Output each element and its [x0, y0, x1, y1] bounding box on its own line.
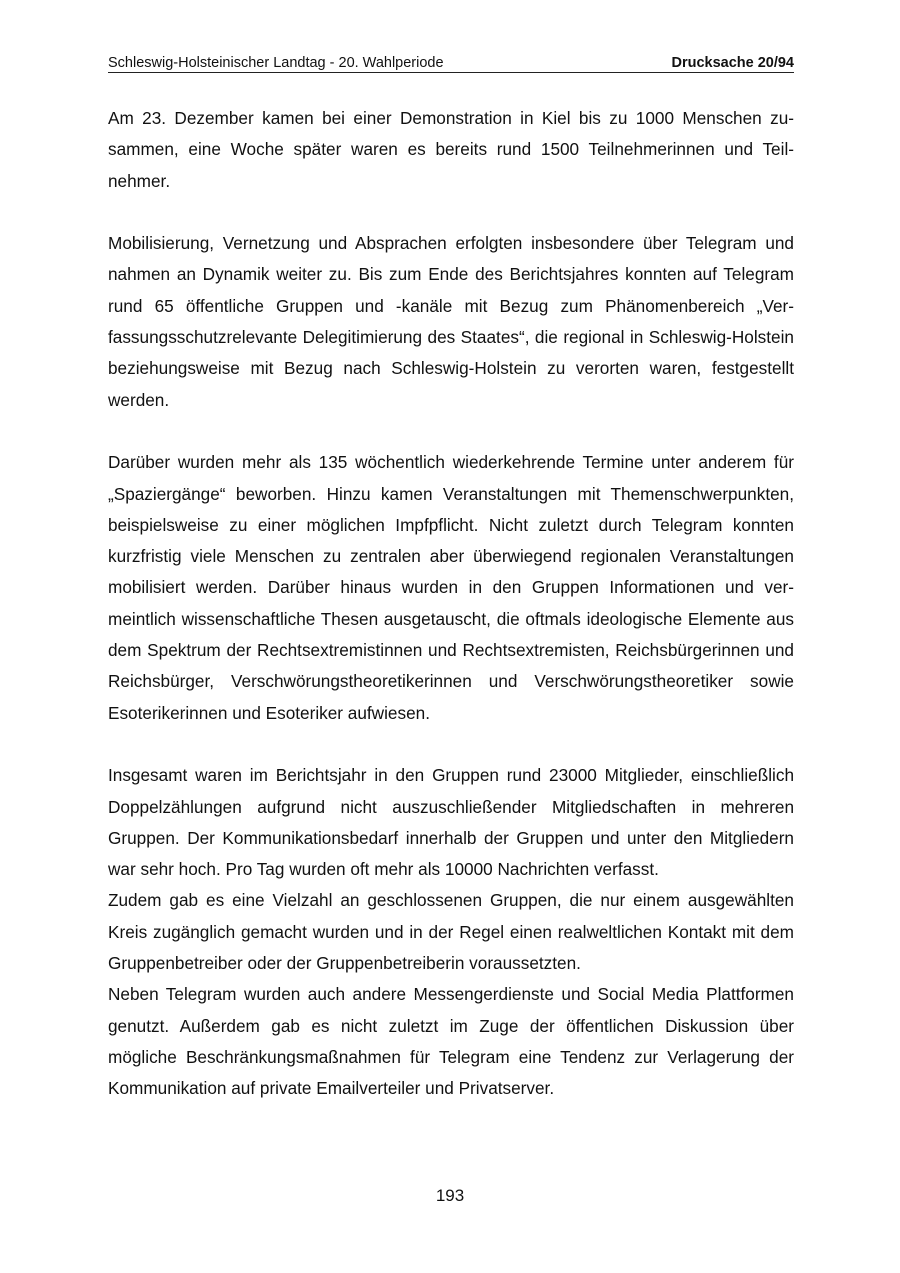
- paragraph-geschlossene-gruppen: Zudem gab es eine Vielzahl an geschlossenen Gruppen, die nur einem ausgewählten Kreis zugänglich gemacht wurden und in der Regel einen realweltlichen Kontakt mit dem Gruppenbetreiber oder der Gruppenbetreiberin voraussetzten.: [108, 890, 794, 974]
- page-header: [108, 54, 794, 73]
- paragraph-spacer: [108, 197, 794, 228]
- paragraph-termine: Darüber wurden mehr als 135 wöchentlich wiederkehrende Termine unter anderem für „Spaziergänge“ beworben. Hinzu kamen Veranstaltungen mit Themenschwerpunkten, beispielsweise zu einer möglichen Impfpflicht. Nicht zuletzt durch Telegram konnten kurzfristig viele Menschen zu zentralen aber überwiegend regionalen Veranstaltungen mobilisiert werden. Darüber hinaus wurden in den Gruppen Informationen und vermeintlich wissenschaftliche Thesen ausgetauscht, die oftmals ideologische Elemente aus dem Spektrum der Rechtsextremistinnen und Rechtsextremisten, Reichsbürgerinnen und Reichsbürger, Verschwörungstheoretikerinnen und Verschwörungstheoretiker sowie Esoterikerinnen und Esoteriker aufwiesen.: [108, 452, 794, 723]
- header-title: Schleswig-Holsteinischer Landtag - 20. Wahlperiode: [108, 55, 444, 71]
- paragraph-spacer: [108, 416, 794, 447]
- document-body: [108, 103, 794, 1105]
- document-number: Drucksache 20/94: [671, 55, 794, 71]
- paragraph-mitglieder: Insgesamt waren im Berichtsjahr in den Gruppen rund 23000 Mitglieder, einschließlich Doppelzählungen aufgrund nicht auszuschließender Mitgliedschaften in mehreren Gruppen. Der Kommunikationsbedarf innerhalb der Gruppen und unter den Mitgliedern war sehr hoch. Pro Tag wurden oft mehr als 10000 Nachrichten verfasst.: [108, 765, 794, 880]
- page-number: 193: [435, 1186, 465, 1205]
- paragraph-demonstration: Am 23. Dezember kamen bei einer Demonstration in Kiel bis zu 1000 Menschen zusammen, eine Woche später waren es bereits rund 1500 Teilnehmerinnen und Teilnehmer.: [108, 108, 794, 191]
- paragraph-messengerdienste: Neben Telegram wurden auch andere Messengerdienste und Social Media Plattformen genutzt. Außerdem gab es nicht zuletzt im Zuge der öffentlichen Diskussion über mögliche Beschränkungsmaßnahmen für Telegram eine Tendenz zur Verlagerung der Kommunikation auf private Emailverteiler und Privatserver.: [108, 984, 794, 1099]
- paragraph-mobilisierung: Mobilisierung, Vernetzung und Absprachen erfolgten insbesondere über Telegram und nahmen an Dynamik weiter zu. Bis zum Ende des Berichtsjahres konnten auf Telegram rund 65 öffentliche Gruppen und -kanäle mit Bezug zum Phänomenbereich „Verfassungsschutzrelevante Delegitimierung des Staates“, die regional in Schleswig-Holstein beziehungsweise mit Bezug nach Schleswig-Holstein zu verorten waren, festgestellt werden.: [108, 233, 794, 410]
- paragraph-spacer: [108, 729, 794, 760]
